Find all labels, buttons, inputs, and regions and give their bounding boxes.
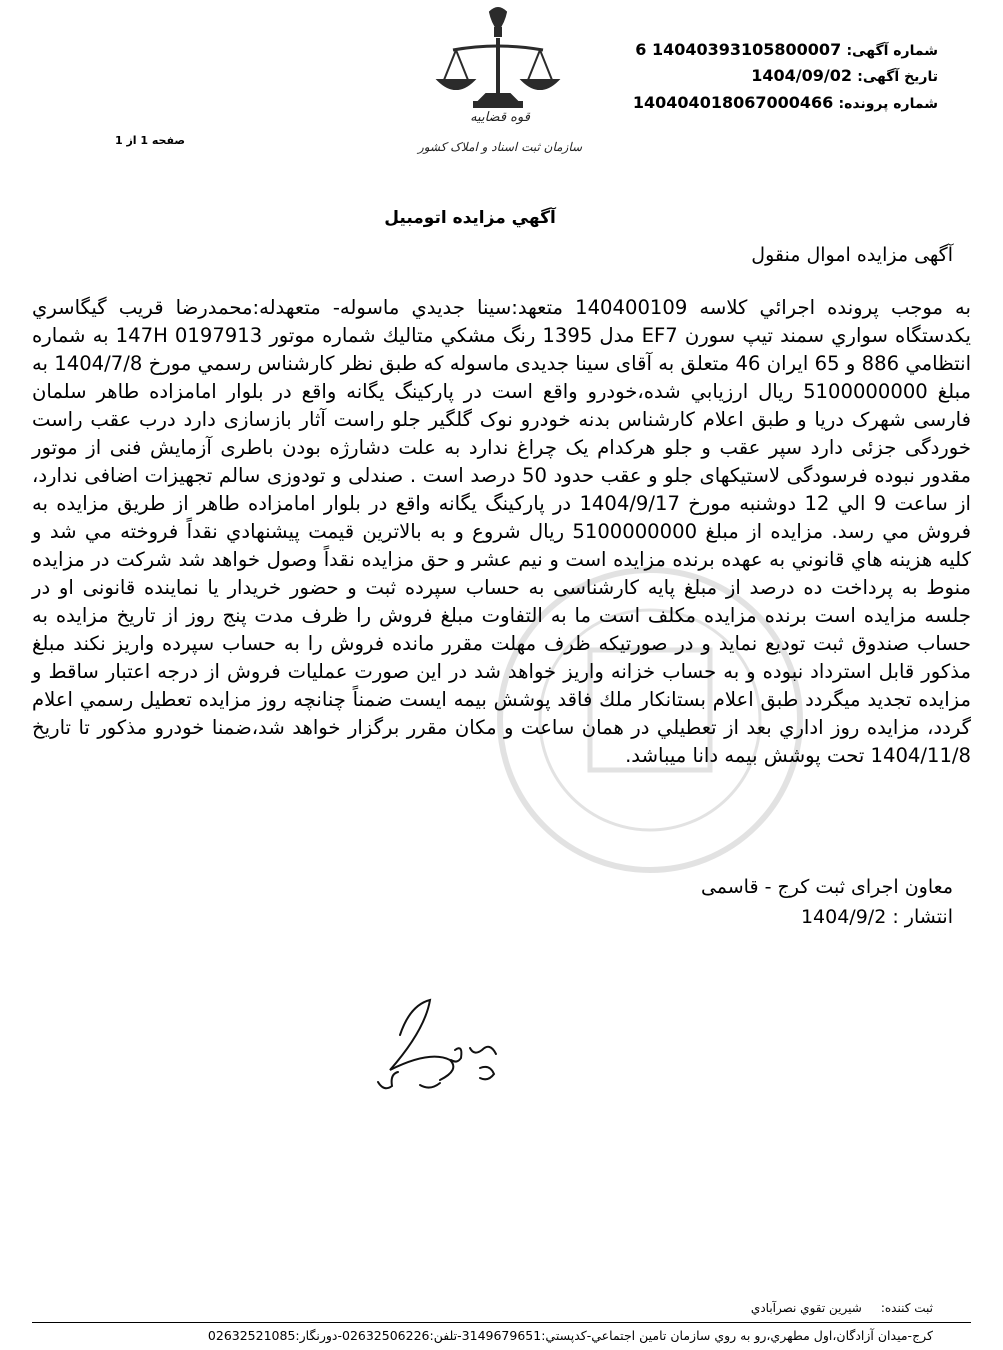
office-address: كرج-ميدان آزادگان،اول مطهري،رو به روي سازمان تامين اجتماعي-كدپستي:3149679651-تلفن:02632506226-دورنگار:02632521085 <box>207 1328 933 1343</box>
publish-date-row <box>801 906 953 928</box>
publish-date-value: 1404/9/2 <box>800 906 887 928</box>
emblem-caption-registration-org: سازمان ثبت اسناد و املاک کشور <box>417 140 583 154</box>
registrar-label: ثبت كننده: <box>880 1301 933 1315</box>
notice-number-row <box>635 40 938 59</box>
notice-number-label: شماره آگهی: <box>846 43 938 59</box>
notice-date-row <box>751 66 938 85</box>
notice-date-value: 1404/09/02 <box>751 66 853 85</box>
registrar-row <box>751 1301 933 1315</box>
case-number-value: 140404018067000466 <box>632 93 834 112</box>
emblem-caption-judiciary: قوه قضاییه <box>470 110 530 125</box>
notice-subtitle: آگهی مزایده اموال منقول <box>751 244 953 266</box>
case-number-row <box>633 93 938 112</box>
handwritten-signature <box>360 990 530 1105</box>
registrar-name: شيرين تقوي نصرآبادي <box>750 1301 862 1315</box>
publish-date-label: انتشار : <box>892 906 953 928</box>
notice-number-value: 14040393105800007 6 <box>635 40 842 59</box>
notice-date-label: تاریخ آگهی: <box>857 69 938 85</box>
notice-title: آگهي مزايده اتومبيل <box>384 208 556 228</box>
notice-body: به موجب پرونده اجرائي كلاسه 140400109 متعهد:سينا جديدي ماسوله- متعهدله:محمدرضا قريب گيگاسري يكدستگاه سواري سمند تيپ سورن EF7 مدل 1395 رنگ مشكي متاليك شماره موتور 147H 0197913 به شماره انتظامي 886 و 65 ایران 46 متعلق به آقای سینا جدیدی ماسوله که طبق نظر کارشناس رسمي مورخ 1404/7/8 به مبلغ 5100000000 ريال ارزيابي شده،خودرو واقع است در پارکینگ یگانه واقع در بلوار امامزاده طاهر سلمان فارسی شهرک دریا و طبق اعلام کارشناس بدنه خودرو نوک گلگیر جلو راست آثار بازسازی دارد درب عقب راست خوردگی جزئی دارد سپر عقب و جلو هرکدام یک چراغ ندارد به علت دشارژه بودن باطری آزمایش فنی از موتور مقدور نبوده فرسودگی لاستیکهای جلو و عقب حدود 50 درصد است . صندلی و تودوزی سالم تجهیزات اضافی ندارد، از ساعت 9 الي 12 دوشنبه مورخ 1404/9/17 در پارکینگ یگانه واقع در بلوار امامزاده طاهر از طريق مزايده به فروش مي رسد. مزايده از مبلغ 5100000000 ريال شروع و به بالاترين قيمت پيشنهادي نقداً فروخته مي شد و كليه هزينه هاي قانوني به عهده برنده مزايده است و نيم عشر و حق مزايده نقداً وصول خواهد شد شركت در مزايده منوط به پرداخت ده درصد از مبلغ پایه کارشناسی به حساب سپرده ثبت و حضور خريدار يا نماينده قانونی او در جلسه مزايده است برنده مزايده مكلف است ما به التفاوت مبلغ فروش را ظرف مدت پنج روز از تاريخ مزايده به حساب صندوق ثبت توديع نمايد و در صورتيكه ظرف مهلت مقرر مانده فروش را به حساب سپرده واريز نكند مبلغ مذكور قابل استرداد نبوده و به حساب خزانه واريز خواهد شد در اين صورت عمليات فروش از درجه اعتبار ساقط و مزايده تجديد ميگردد طبق اعلام بستانكار ملك فاقد پوشش بيمه ايست ضمناً چنانچه روز مزايده تعطيل رسمي اعلام گردد، مزايده روز اداري بعد از تعطيلي در همان ساعت و مكان مقرر برگزار خواهد شد،ضمنا خودرو مذكور تا تاريخ 1404/11/8 تحت پوشش بیمه دانا میباشد. <box>32 296 972 767</box>
page-indicator: صفحه 1 از 1 <box>114 134 186 147</box>
signatory-name: معاون اجرای ثبت کرج - قاسمی <box>700 876 953 898</box>
case-number-label: شماره پرونده: <box>838 96 938 112</box>
footer-divider <box>32 1322 971 1323</box>
